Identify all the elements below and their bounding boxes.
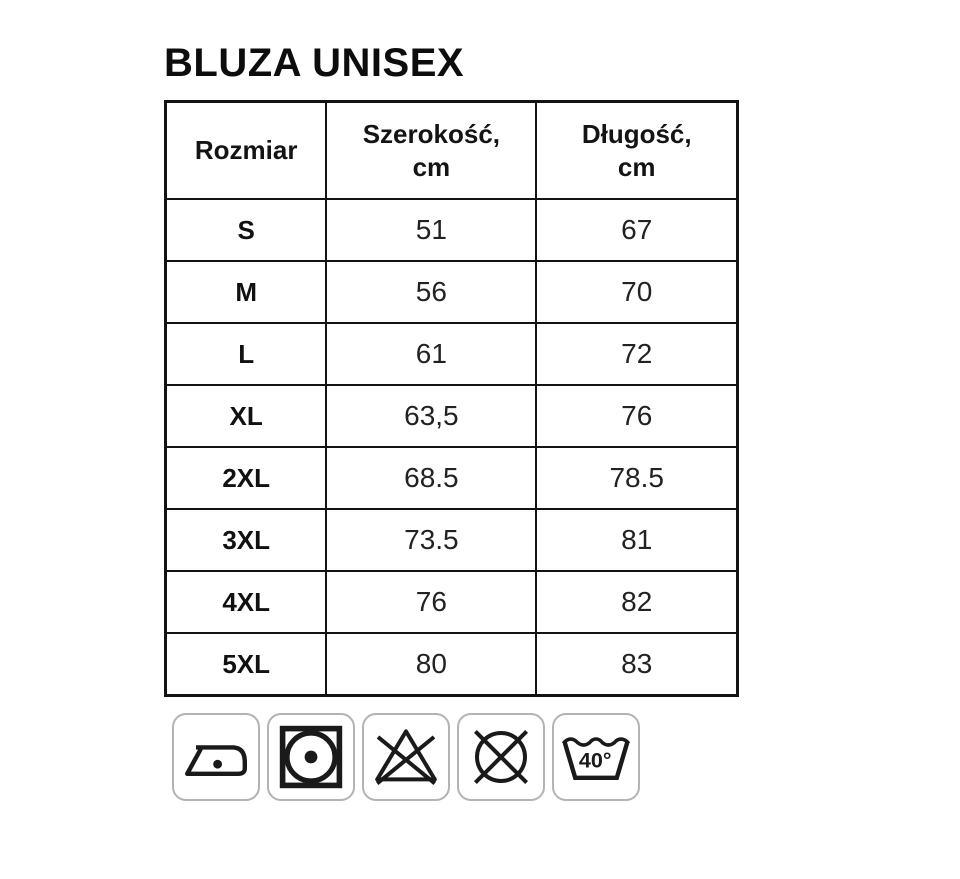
- length-value: 82: [536, 571, 737, 633]
- width-value: 76: [326, 571, 536, 633]
- size-label: M: [166, 261, 327, 323]
- width-value: 61: [326, 323, 536, 385]
- length-value: 70: [536, 261, 737, 323]
- length-value: 83: [536, 633, 737, 696]
- size-label: 4XL: [166, 571, 327, 633]
- table-row: [166, 261, 738, 323]
- iron-glyph: [180, 721, 252, 793]
- width-value: 51: [326, 199, 536, 261]
- page-title: BLUZA UNISEX: [164, 41, 465, 85]
- table-row: [166, 633, 738, 696]
- iron-low-one-dot-icon: [172, 713, 260, 801]
- header-cell-dlugosc: [536, 102, 737, 200]
- crossed-circle-glyph: [465, 721, 537, 793]
- care-symbols-row: [172, 713, 739, 801]
- header-cell-rozmiar: [166, 102, 327, 200]
- size-label: 5XL: [166, 633, 327, 696]
- size-label: 3XL: [166, 509, 327, 571]
- table-row: [166, 199, 738, 261]
- do-not-bleach-icon: [362, 713, 450, 801]
- size-label: XL: [166, 385, 327, 447]
- do-not-dry-clean-icon: [457, 713, 545, 801]
- size-label: S: [166, 199, 327, 261]
- crossed-triangle-glyph: [370, 721, 442, 793]
- content-area: [164, 42, 739, 801]
- length-value: 78.5: [536, 447, 737, 509]
- width-value: 68.5: [326, 447, 536, 509]
- width-value: 73.5: [326, 509, 536, 571]
- header-label: Rozmiar: [194, 135, 298, 166]
- header-row: [166, 102, 738, 200]
- length-value: 76: [536, 385, 737, 447]
- header-unit: cm: [412, 151, 451, 182]
- wash-temperature-label: 40°: [578, 747, 612, 773]
- wash-tub-glyph: [560, 721, 632, 793]
- size-table-header: [166, 102, 738, 200]
- header-cell-szerokosc: [326, 102, 536, 200]
- size-label: L: [166, 323, 327, 385]
- table-row: [166, 509, 738, 571]
- width-value: 56: [326, 261, 536, 323]
- header-label: Długość,: [581, 119, 692, 150]
- header-unit: cm: [617, 151, 656, 182]
- table-row: [166, 447, 738, 509]
- header-label: Szerokość,: [362, 119, 501, 150]
- size-label: 2XL: [166, 447, 327, 509]
- size-table-body: [166, 199, 738, 696]
- table-row: [166, 571, 738, 633]
- length-value: 81: [536, 509, 737, 571]
- width-value: 63,5: [326, 385, 536, 447]
- tumble-dry-low-one-dot-icon: [267, 713, 355, 801]
- width-value: 80: [326, 633, 536, 696]
- length-value: 72: [536, 323, 737, 385]
- length-value: 67: [536, 199, 737, 261]
- size-table: [164, 100, 739, 697]
- wash-40-degrees-icon: [552, 713, 640, 801]
- table-row: [166, 323, 738, 385]
- tumble-dry-glyph: [275, 721, 347, 793]
- table-row: [166, 385, 738, 447]
